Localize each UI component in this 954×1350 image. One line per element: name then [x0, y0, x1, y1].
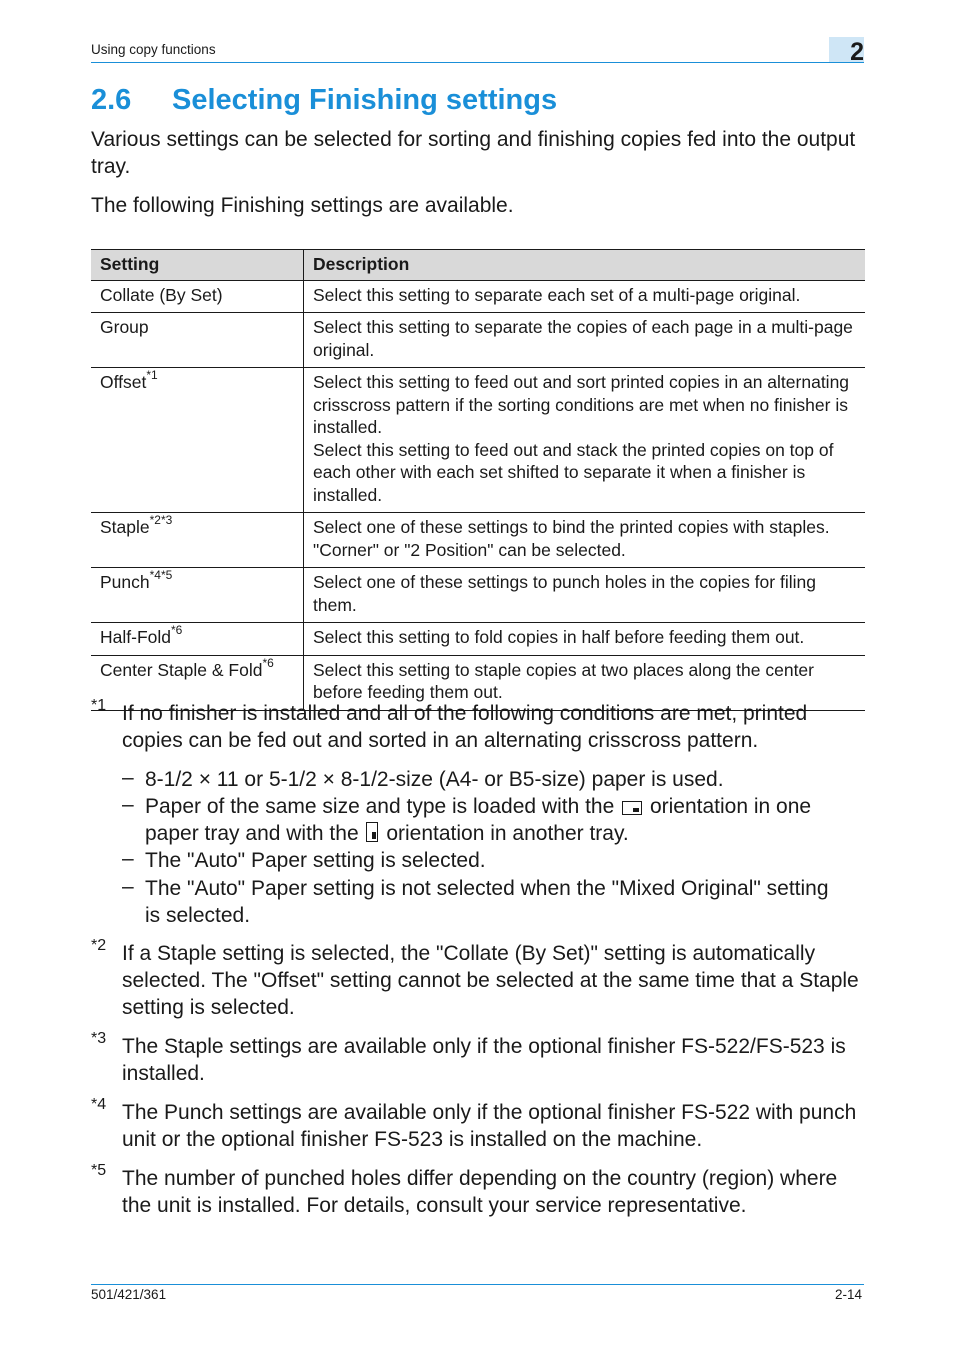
footer-model: 501/421/361 — [91, 1287, 167, 1302]
footer-page-number: 2-14 — [834, 1287, 862, 1302]
intro-paragraph-2: The following Finishing settings are available. — [91, 194, 514, 217]
footnote-mark-5: *5 — [91, 1162, 107, 1179]
table-row — [91, 513, 865, 568]
bullet-3-text: The "Auto" Paper setting is selected. — [145, 849, 486, 872]
setting-cell — [91, 513, 304, 568]
table-row — [91, 623, 865, 656]
setting-name: Group — [100, 317, 149, 337]
portrait-orientation-icon — [366, 822, 378, 842]
footnote-1-text: If no finisher is installed and all of the following conditions are met, printed copies can be fed out and sorted in an alternating crisscross pattern. — [122, 702, 808, 752]
footnote-mark-1: *1 — [91, 697, 107, 714]
bullet-2-part-3: orientation in another tray. — [386, 822, 629, 845]
chapter-number: 2 — [850, 38, 864, 66]
description-text: Select this setting to feed out and stack the printed copies on top of each other with each set shifted to separate it when a finisher is installed. — [313, 439, 834, 505]
section-number: 2.6 — [91, 84, 132, 116]
setting-name: Center Staple & Fold — [100, 659, 263, 680]
description-cell: Select one of these settings to bind the printed copies with staples. "Corner" or "2 Position" can be selected. — [304, 513, 866, 568]
setting-cell — [91, 623, 304, 656]
setting-name: Half-Fold — [100, 627, 171, 647]
intro-paragraph-1: Various settings can be selected for sorting and finishing copies fed into the output tray. — [91, 128, 856, 178]
description-cell: Select one of these settings to punch holes in the copies for filing them. — [304, 568, 866, 623]
description-cell: Select this setting to separate each set of a multi-page original. — [304, 280, 866, 313]
footnote-3-text: The Staple settings are available only if the optional finisher FS-522/FS-523 is installed. — [122, 1035, 846, 1085]
bullet-2-part-2: orientation in one paper tray and with the — [145, 795, 812, 845]
description-text: Select this setting to feed out and sort printed copies in an alternating crisscross pattern if the sorting conditions are met when no finisher is installed. — [313, 372, 850, 437]
footer-rule — [91, 1284, 864, 1285]
setting-name: Collate (By Set) — [100, 284, 223, 305]
finishing-settings-table — [91, 249, 865, 711]
footnote-reference: *1 — [146, 368, 158, 383]
running-header-title: Using copy functions — [91, 42, 216, 57]
description-cell: Select this setting to separate the copies of each page in a multi-page original. — [304, 313, 866, 368]
footnote-reference: *4*5 — [149, 568, 173, 583]
table-row — [91, 368, 865, 513]
column-header-setting: Setting — [91, 250, 304, 281]
footnote-5-text: The number of punched holes differ depending on the country (region) where the unit is installed. For details, consult your service representative. — [122, 1167, 838, 1217]
bullet-dash: – — [122, 766, 134, 789]
table-row — [91, 313, 865, 368]
table-row — [91, 568, 865, 623]
bullet-dash: – — [122, 875, 134, 898]
footnote-reference: *6 — [171, 623, 183, 638]
section-title: Selecting Finishing settings — [172, 84, 558, 116]
header-rule — [91, 62, 864, 63]
setting-cell — [91, 568, 304, 623]
landscape-orientation-icon — [622, 801, 642, 815]
bullet-1-text: 8-1/2 × 11 or 5-1/2 × 8-1/2-size (A4- or B5-size) paper is used. — [145, 768, 724, 791]
setting-cell — [91, 368, 304, 513]
setting-cell — [91, 280, 304, 313]
footnote-mark-3: *3 — [91, 1030, 107, 1047]
setting-name: Staple — [100, 517, 150, 537]
footnote-mark-4: *4 — [91, 1096, 107, 1113]
table-row — [91, 280, 865, 313]
bullet-2-text — [145, 793, 867, 847]
column-header-description: Description — [304, 250, 866, 281]
description-cell: Select this setting to fold copies in half before feeding them out. — [304, 623, 866, 656]
bullet-dash: – — [122, 847, 134, 870]
bullet-4-text: The "Auto" Paper setting is not selected when the "Mixed Original" setting is selected. — [145, 877, 829, 927]
footnote-reference: *2*3 — [149, 513, 173, 528]
bullet-2-part-1: Paper of the same size and type is loaded with the — [145, 795, 615, 818]
bullet-dash: – — [122, 793, 134, 816]
footnote-mark-2: *2 — [91, 937, 107, 954]
setting-name: Offset — [100, 372, 147, 392]
footnote-4-text: The Punch settings are available only if the optional finisher FS-522 with punch unit or the optional finisher FS-523 is installed on the machine. — [122, 1101, 857, 1151]
table-header-row — [91, 250, 865, 281]
setting-cell — [91, 313, 304, 368]
footnote-2-text: If a Staple setting is selected, the "Collate (By Set)" setting is automatically selected. The "Offset" setting cannot be selected at the same time that a Staple setting is selected. — [122, 942, 859, 1019]
description-cell — [304, 368, 866, 513]
setting-name: Punch — [100, 572, 150, 592]
description-cell: Select this setting to staple copies at two places along the center before feeding them out. — [304, 655, 866, 710]
footnote-reference: *6 — [262, 655, 274, 670]
